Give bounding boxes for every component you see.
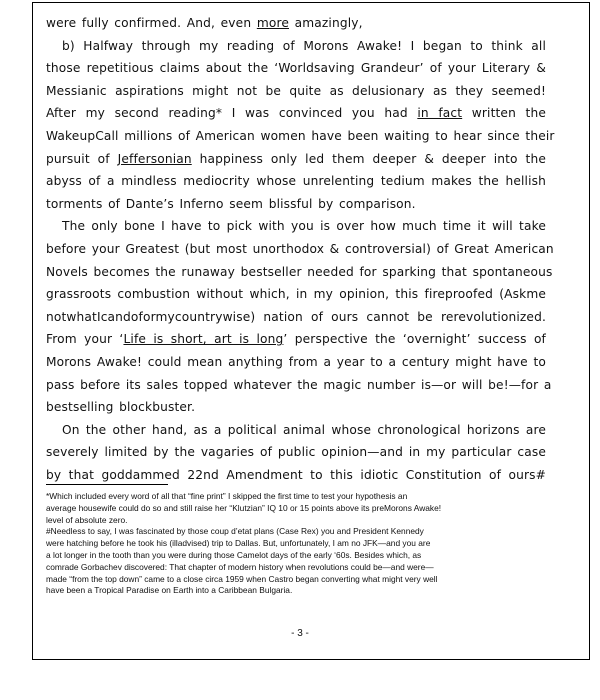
body-line: bestselling blockbuster. [46, 400, 196, 415]
body-line: torments of Dante’s Inferno seem blissful by comparison. [46, 196, 416, 211]
body-line: The only bone I have to pick with you is over how much time it will take [62, 219, 546, 234]
body-line: pursuit of Jeffersonian happiness only led them deeper & deeper into the [46, 151, 546, 166]
footnote-line: #Needless to say, I was fascinated by those coup d’etat plans (Case Rex) you and President Kennedy [46, 526, 424, 537]
body-line: From your ‘Life is short, art is long’ perspective the ‘overnight’ success of [46, 332, 547, 347]
body-line: before your Greatest (but most unorthodox & controversial) of Great American [46, 241, 554, 256]
footnote-line: were hatching before he took his (illadvised) trip to Dallas. But, unfortunately, I am no JFK—and you are [46, 538, 431, 549]
body-line: those repetitious claims about the ‘Worldsaving Grandeur’ of your Literary & [46, 61, 546, 76]
underlined-more: more [256, 16, 289, 30]
body-line: On the other hand, as a political animal whose chronological horizons are [62, 422, 546, 437]
underlined-in-fact: in fact [417, 106, 463, 121]
body-line: WakeupCall millions of American women have been waiting to hear since their [46, 128, 555, 143]
footnote-line: *Which included every word of all that “fine print” I skipped the first time to test your hypothesis an [46, 491, 408, 501]
footnote-divider [46, 484, 168, 485]
body-line: b) Halfway through my reading of Morons Awake! I began to think all [62, 38, 546, 53]
body-line: pass before its sales topped whatever the magic number is—or will be!—for a [46, 377, 552, 392]
footnote-line: average housewife could do so and still raise her “Klutzian” IQ 10 or 15 points above its preMorons Awake! [46, 502, 442, 513]
letter-body [46, 12, 555, 486]
footnote-line: made “from the top down” came to a close circa 1959 when Castro began converting what might very well [46, 573, 438, 584]
underlined-jeffersonian: Jeffersonian [117, 151, 192, 166]
body-line: Messianic aspirations might not be quite as delusionary as they seemed! [46, 83, 546, 98]
body-line: After my second reading* I was convinced you had in fact written the [46, 106, 546, 121]
body-line: by that goddammed 22nd Amendment to this idiotic Constitution of ours# [46, 467, 546, 482]
body-line: abyss of a mindless mediocrity whose unrelenting tedium makes the hellish [46, 174, 546, 189]
page-number: - 3 - [291, 628, 309, 639]
footnote-line: have been a Tropical Paradise on Earth into a Caribbean Bulgaria. [46, 585, 293, 596]
footnote-line: comrade Gorbachev discovered: That chapter of modern history when revolutions could be—and were— [46, 561, 434, 572]
footnote-line: a lot longer in the tooth than you were during those Camelot days of the early ‘60s. Besides which, as [46, 549, 422, 560]
body-line: Novels becomes the runaway bestseller needed for sparking that spontaneous [46, 264, 553, 279]
body-line: Morons Awake! could mean anything from a year to a century might have to [46, 354, 546, 369]
underlined-life-is-short: Life is short, art is long [123, 332, 284, 347]
footnote-line: level of absolute zero. [46, 514, 128, 525]
body-line: severely limited by the vagaries of public opinion—and in my particular case [46, 445, 546, 460]
body-line: grassroots combustion without which, in my opinion, this fireproofed (Askme [46, 287, 546, 302]
body-line: were fully confirmed. And, even more amazingly, [46, 16, 363, 30]
body-line: notwhatIcandoformycountrywise) nation of ours cannot be rerevolutionized. [46, 309, 546, 324]
footnotes [46, 491, 552, 597]
